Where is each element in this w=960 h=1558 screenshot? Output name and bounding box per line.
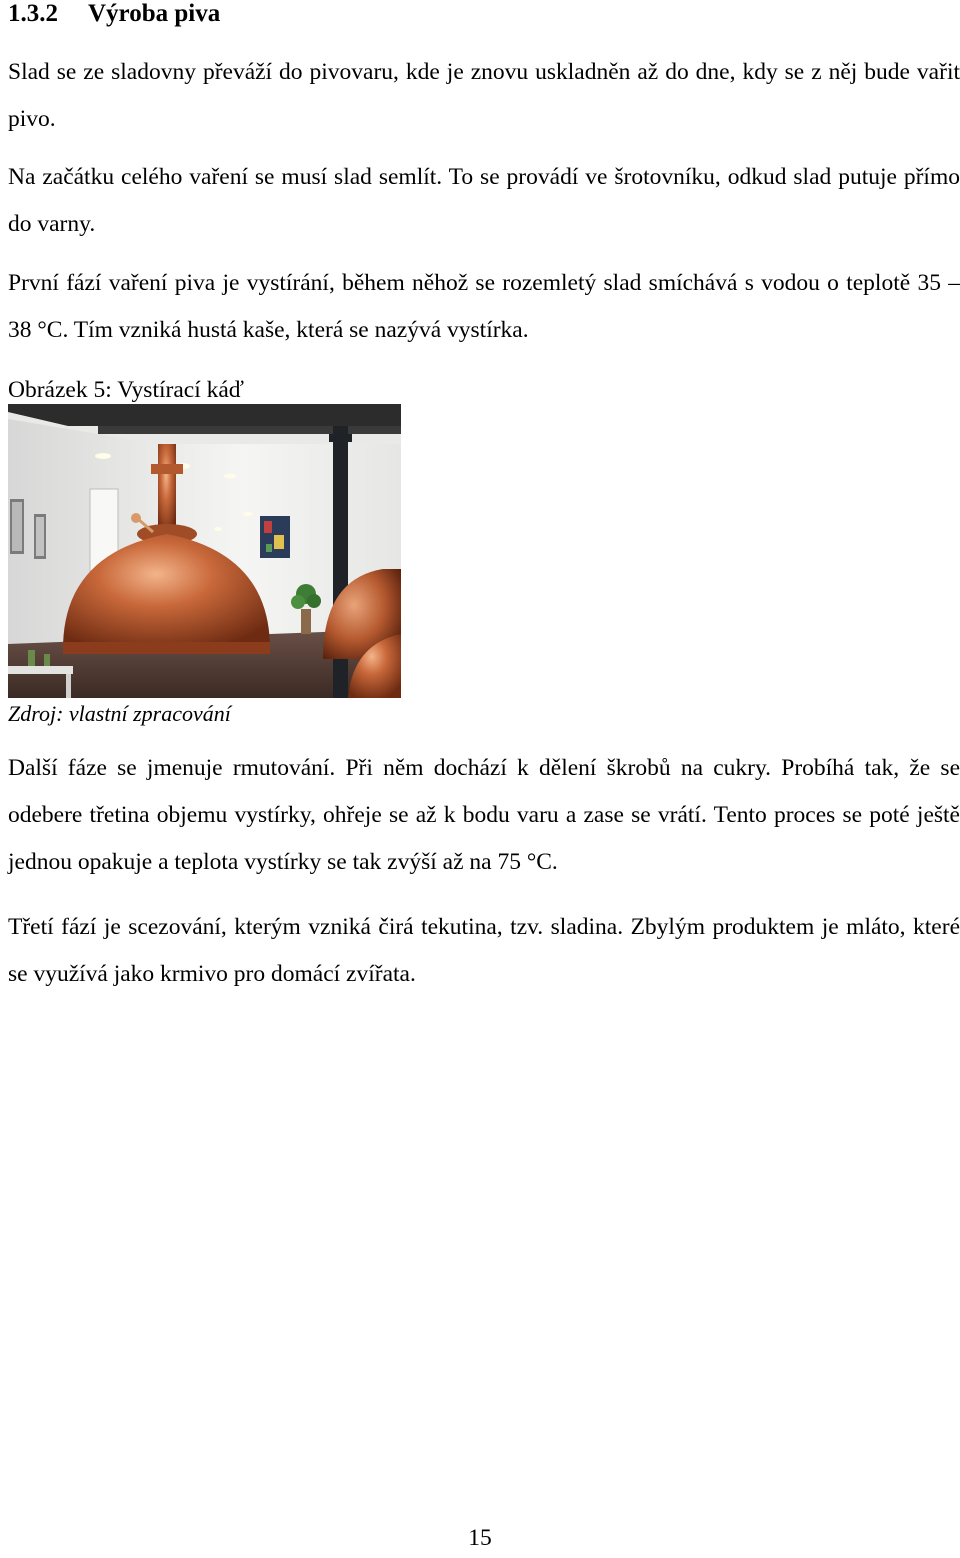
figure-source: Zdroj: vlastní zpracování xyxy=(8,701,231,726)
paragraph-4: Další fáze se jmenuje rmutování. Při něm dochází k dělení škrobů na cukry. Probíhá tak, že se odebere třetina objemu vystírky, ohřeje se až k bodu varu a zase se vrátí. Tento proces se poté ještě jednou opakuje a teplota vystírky se tak zvýší až na 75 °C. xyxy=(8,755,960,875)
paragraph-1: Slad se ze sladovny převáží do pivovaru, kde je znovu uskladněn až do dne, kdy se z něj bude vařit pivo. xyxy=(8,59,960,132)
paragraph-5: Třetí fází je scezování, kterým vzniká čirá tekutina, tzv. sladina. Zbylým produktem je mláto, které se využívá jako krmivo pro domácí zvířata. xyxy=(8,914,960,987)
paragraph-3: První fází vaření piva je vystírání, během něhož se rozemletý slad smíchává s vodou o teplotě 35 – 38 °C. Tím vzniká hustá kaše, která se nazývá vystírka. xyxy=(8,270,960,343)
page-number: 15 xyxy=(468,1525,492,1551)
paragraph-2: Na začátku celého vaření se musí slad semlít. To se provádí ve šrotovníku, odkud slad putuje přímo do varny. xyxy=(8,164,960,237)
section-title: Výroba piva xyxy=(88,0,221,27)
section-number: 1.3.2 xyxy=(8,0,58,27)
figure-caption: Obrázek 5: Vystírací káď xyxy=(8,377,244,403)
section-heading xyxy=(8,0,220,28)
brewhouse-photo xyxy=(8,404,401,698)
